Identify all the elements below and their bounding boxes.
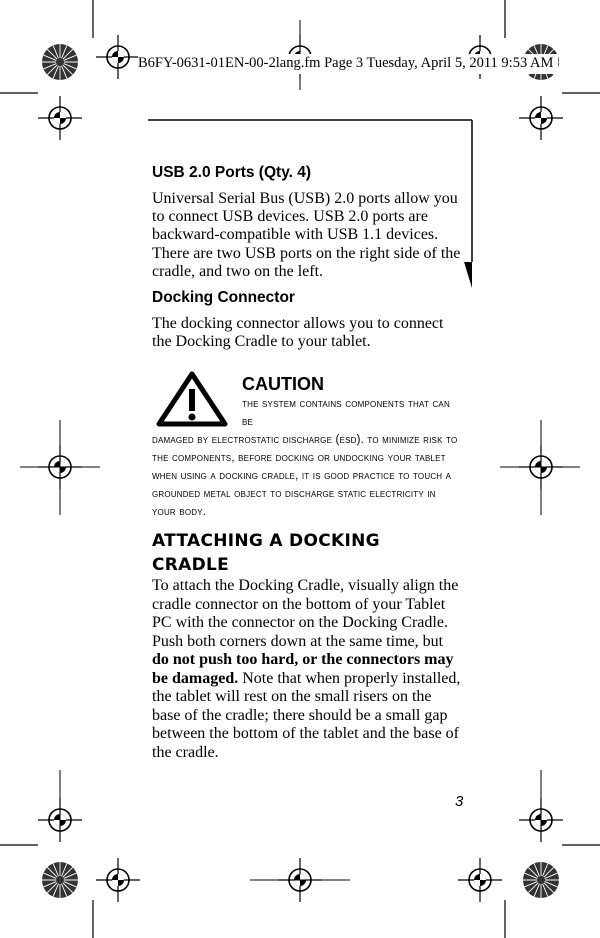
attaching-text-part1: To attach the Docking Cradle, visually align the cradle connector on the bottom of your Tablet PC with the connector on the Docking Cradle. Push both corners down at the same time, but bbox=[152, 577, 459, 650]
file-header: B6FY-0631-01EN-00-2lang.fm Page 3 Tuesday, April 5, 2011 9:53 AM bbox=[138, 55, 554, 71]
attaching-text-part2: Note that when properly installed, the tablet will rest on the small risers on the base of the cradle; there should be a small gap between the bottom of the tablet and the base of the cradle. bbox=[152, 669, 461, 761]
usb-body: Universal Serial Bus (USB) 2.0 ports allow you to connect USB devices. USB 2.0 ports are backward-compatible with USB 1.1 devices. There are two USB ports on the right side of the cradle, and two on the left. bbox=[152, 190, 461, 280]
attaching-title: ATTACHING A DOCKING CRADLE bbox=[152, 531, 380, 576]
page-number: 3 bbox=[455, 793, 464, 810]
page-content bbox=[152, 162, 462, 762]
attaching-body bbox=[152, 577, 462, 762]
caution-box bbox=[152, 369, 462, 521]
attaching-warning-bold: do not push too hard, or the connectors may be damaged. bbox=[152, 651, 454, 687]
caution-title: CAUTION bbox=[242, 374, 324, 395]
warning-triangle-icon bbox=[156, 371, 228, 427]
docking-heading: Docking Connector bbox=[152, 289, 295, 307]
docking-body: The docking connector allows you to connect the Docking Cradle to your tablet. bbox=[152, 315, 444, 351]
usb-heading: USB 2.0 Ports (Qty. 4) bbox=[152, 164, 312, 181]
caution-rest: damaged by electrostatic discharge (esd). to minimize risk to the components, before docking or undocking your tablet when using a docking cradle, it is good practice to touch a grounded metal object to discharge static electricity in your body. bbox=[152, 434, 458, 519]
caution-line1: the system contains components that can be bbox=[242, 398, 450, 429]
